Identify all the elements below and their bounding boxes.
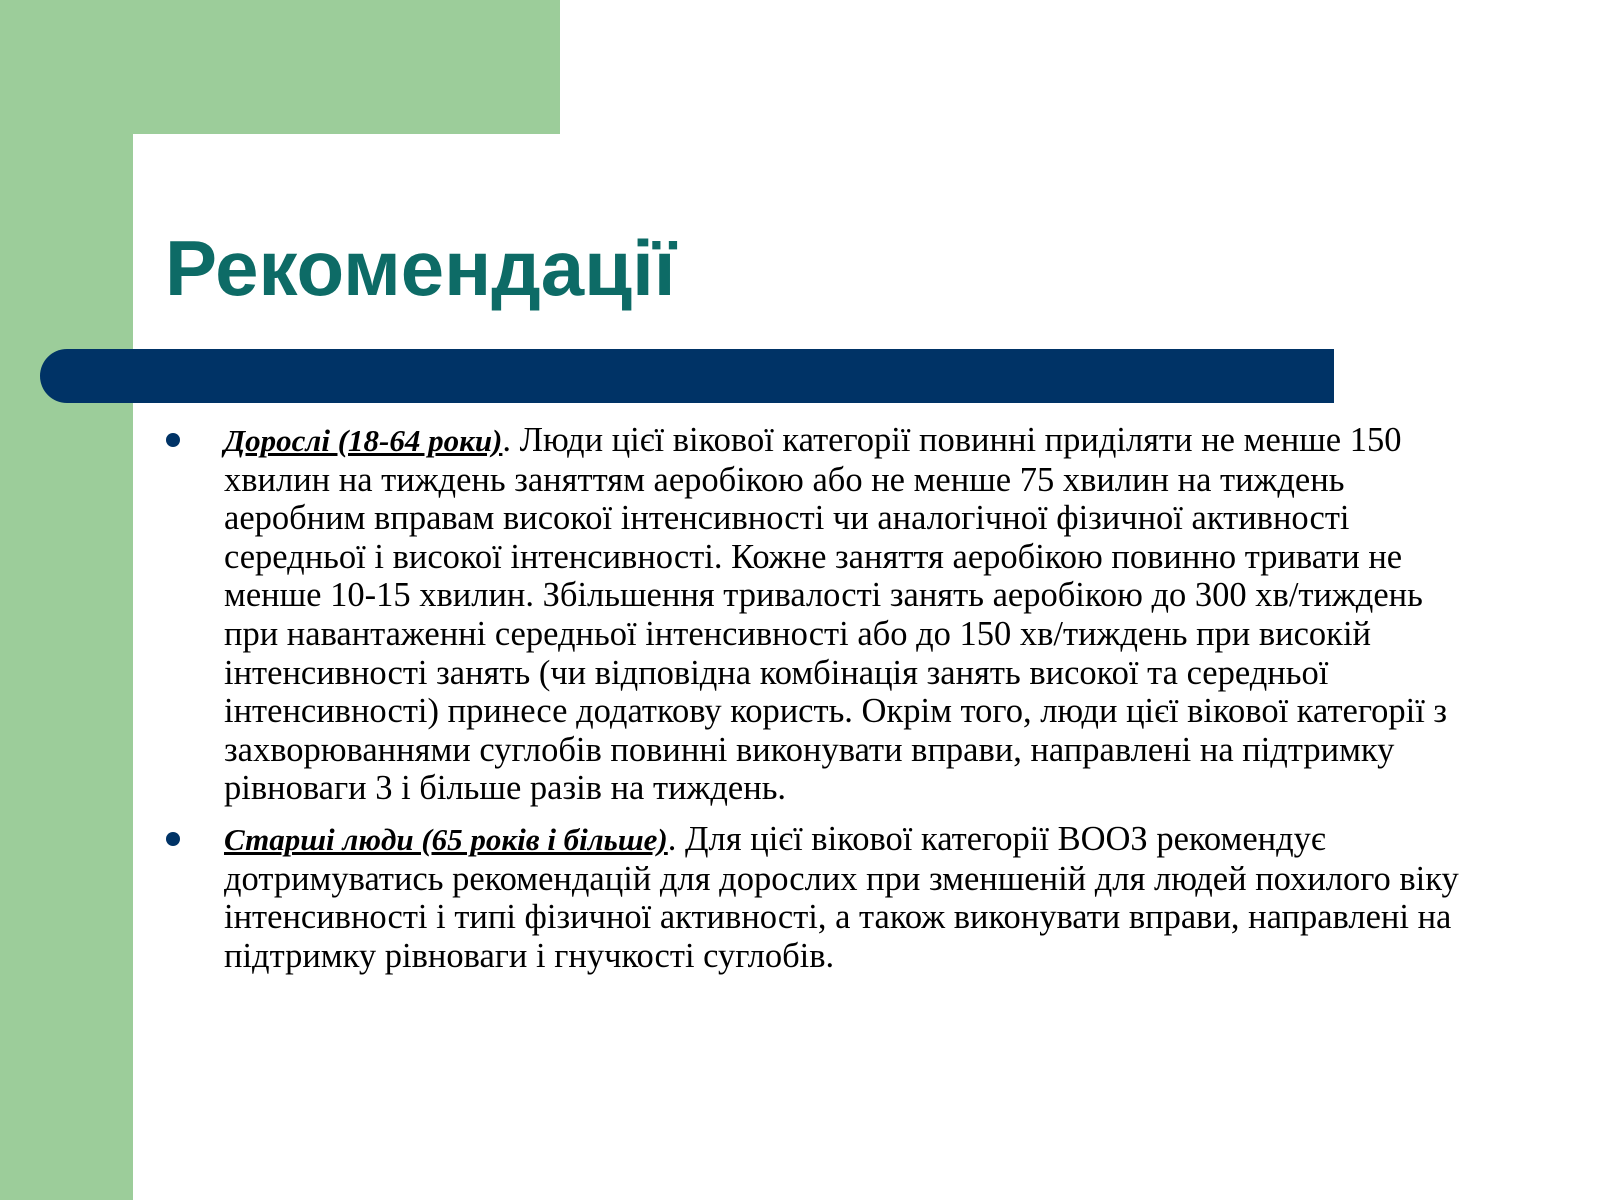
bullet-lead-adults: Дорослі (18-64 роки) xyxy=(224,423,503,458)
bullet-icon xyxy=(166,832,180,846)
green-side-band xyxy=(0,0,133,1200)
bullet-item-seniors xyxy=(162,820,1482,975)
bullet-icon xyxy=(166,433,180,447)
title-underline-bar xyxy=(40,349,1334,403)
slide-title: Рекомендації xyxy=(165,224,676,312)
bullet-text-seniors: . Для цієї вікової категорії ВООЗ рекомендує дотримуватись рекомендацій для дорослих при зменшеній для людей похилого віку інтенсивності і типі фізичної активності, а також виконувати вправи, направлені на підтримку рівноваги і гнучкості суглобів. xyxy=(224,819,1459,975)
bullet-lead-seniors: Старші люди (65 років і більше) xyxy=(224,821,668,857)
rounded-corner xyxy=(133,134,213,214)
bullet-item-adults xyxy=(162,421,1482,808)
green-top-band xyxy=(0,0,560,134)
bullet-text-adults: . Люди цієї вікової категорії повинні приділяти не менше 150 хвилин на тиждень заняттям аеробікою або не менше 75 хвилин на тиждень аеробним вправам високої інтенсивності чи аналогічної фізичної активності середньої і високої інтенсивності. Кожне заняття аеробікою повинно тривати не менше 10-15 хвилин. Збільшення тривалості занять аеробікою до 300 хв/тиждень при навантаженні середньої інтенсивності або до 150 хв/тиждень при високій інтенсивності занять (чи відповідна комбінація занять високої та середньої інтенсивності) принесе додаткову користь. Окрім того, люди цієї вікової категорії з захворюваннями суглобів повинні виконувати вправи, направлені на підтримку рівноваги 3 і більше разів на тиждень. xyxy=(224,421,1448,808)
bullet-list xyxy=(162,421,1482,987)
